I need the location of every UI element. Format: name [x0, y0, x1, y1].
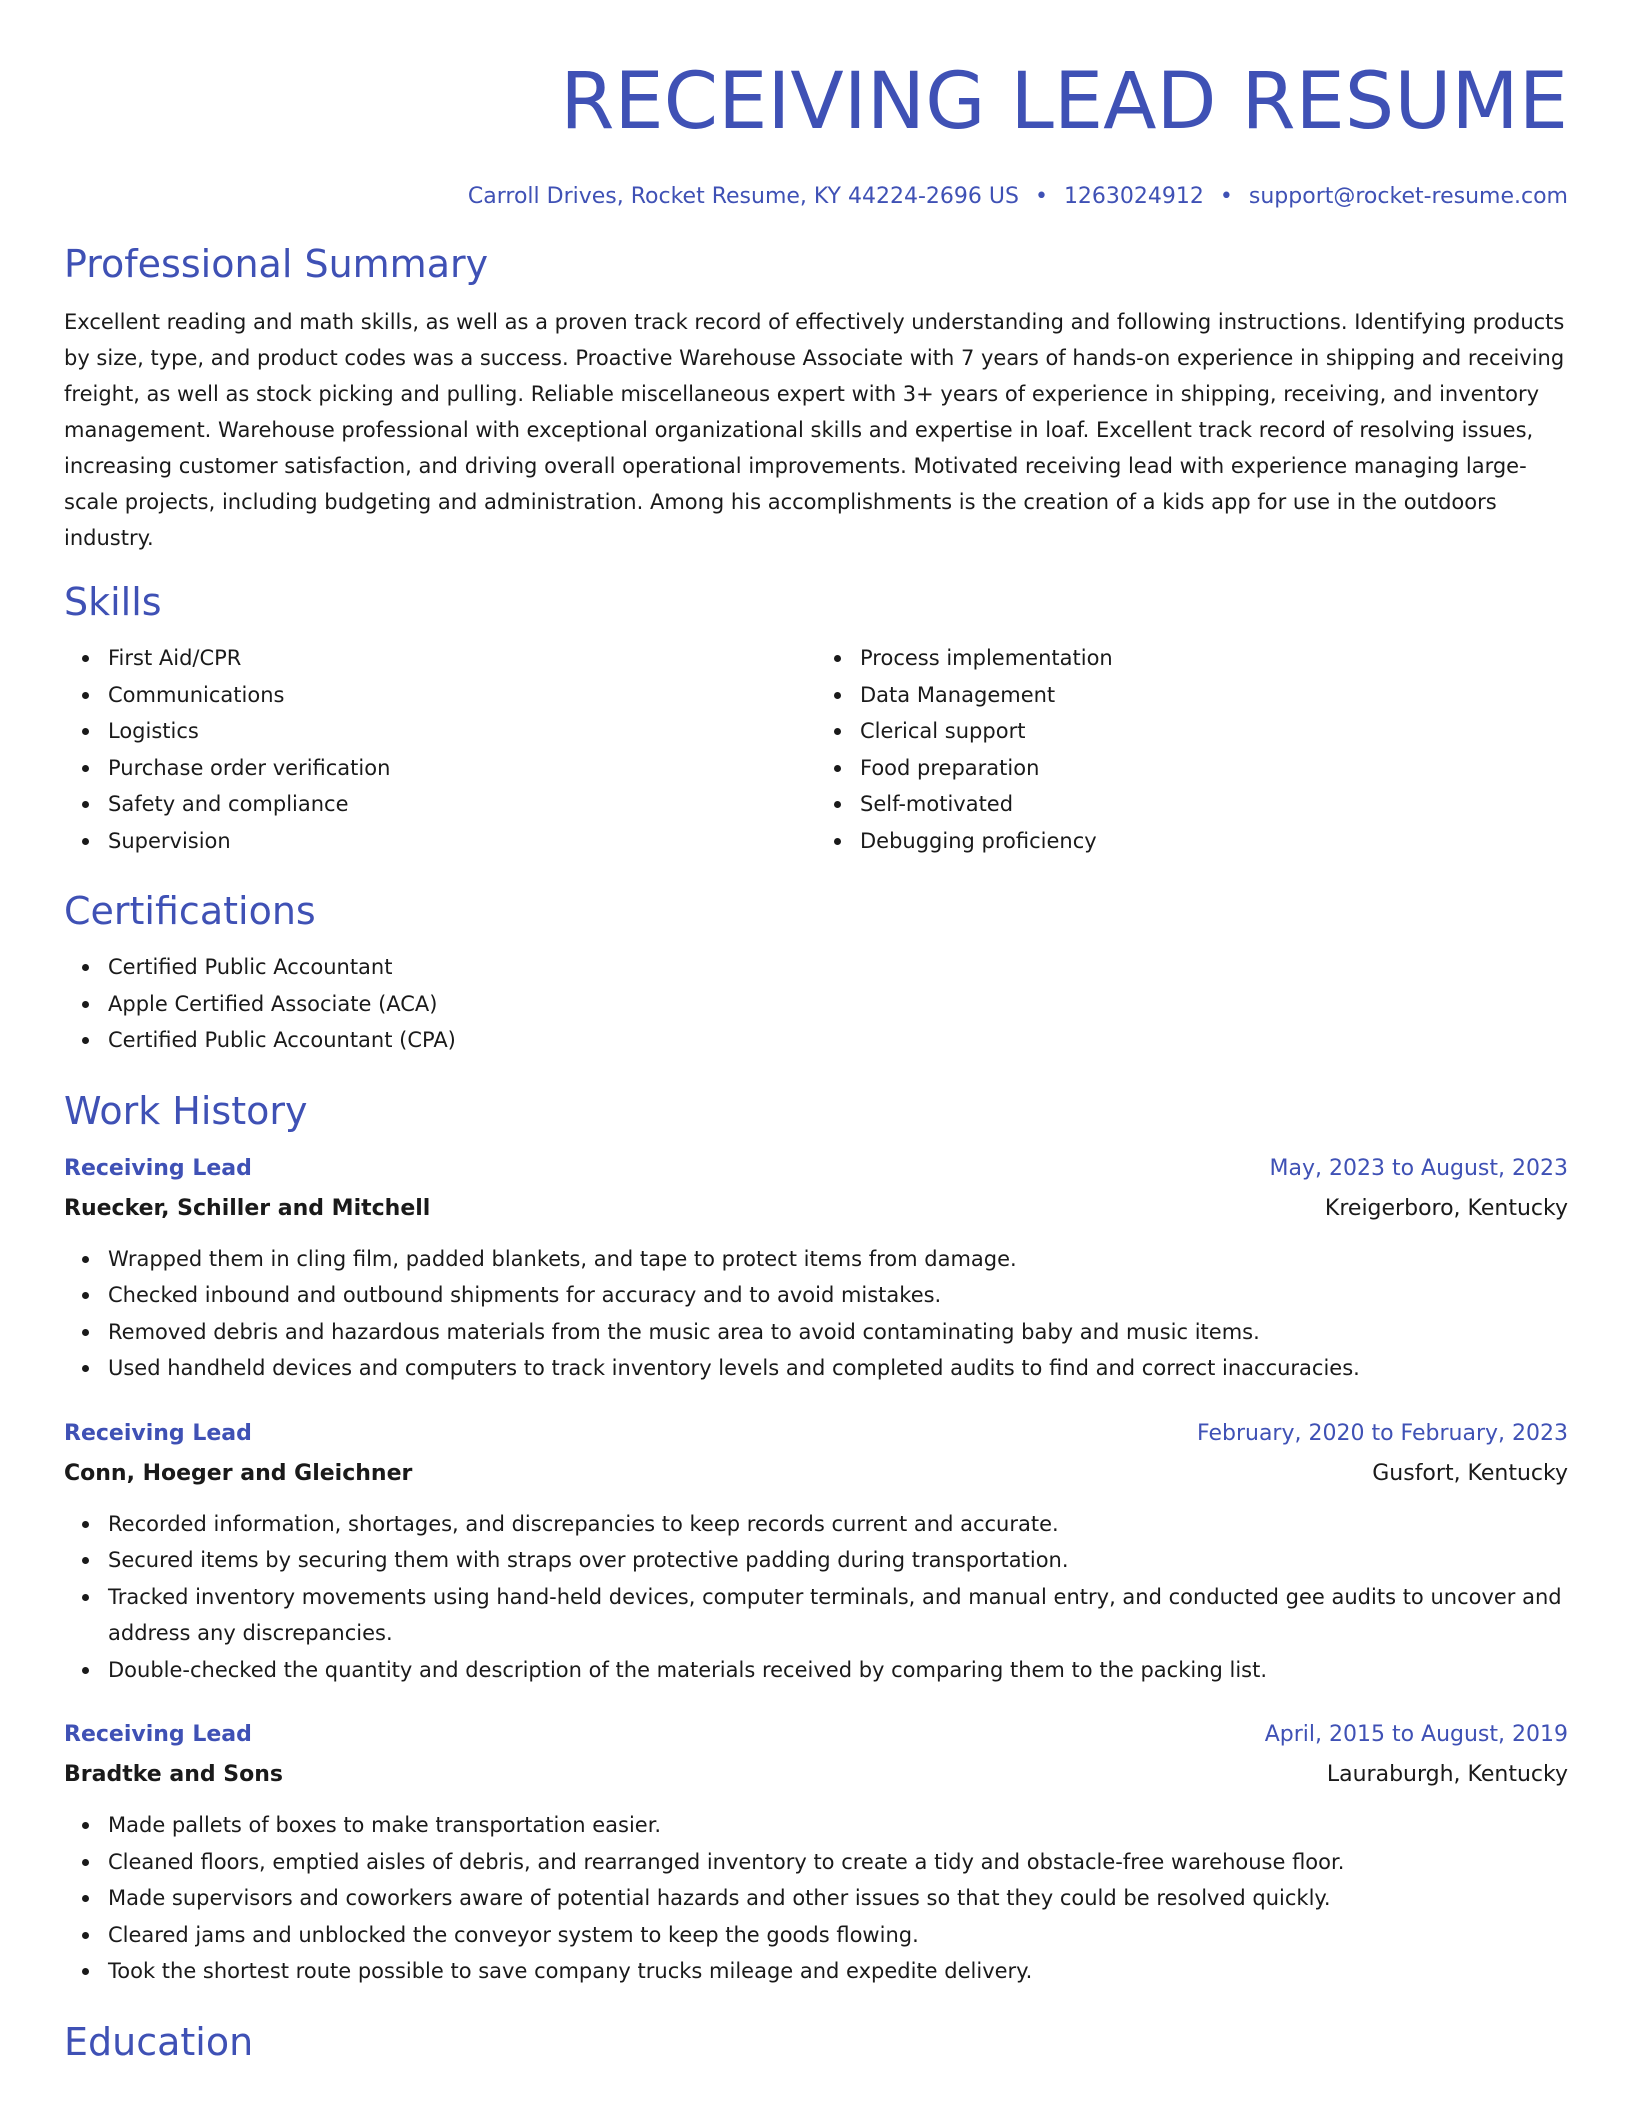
job-subheader: [64, 1755, 1568, 1795]
work-history-heading: Work History: [64, 1088, 308, 1133]
job-entry: [64, 1149, 1568, 1387]
job-bullets: [64, 1506, 1568, 1689]
resume-header: [64, 0, 1568, 212]
skill-item: Purchase order verification: [108, 750, 816, 787]
job-bullet: Removed debris and hazardous materials from the music area to avoid contaminating baby and music items.: [108, 1314, 1568, 1351]
certifications-list: [64, 949, 1568, 1059]
skill-item: Debugging proficiency: [860, 823, 1568, 860]
job-company: Conn, Hoeger and Gleichner: [64, 1460, 413, 1486]
job-bullet: Cleaned floors, emptied aisles of debris, and rearranged inventory to create a tidy and obstacle-free warehouse floor.: [108, 1844, 1568, 1881]
job-bullet: Recorded information, shortages, and discrepancies to keep records current and accurate.: [108, 1506, 1568, 1543]
job-bullet: Tracked inventory movements using hand-held devices, computer terminals, and manual entry, and conducted gee audits to uncover and address any discrepancies.: [108, 1579, 1568, 1652]
job-company: Ruecker, Schiller and Mitchell: [64, 1195, 431, 1221]
job-bullet: Used handheld devices and computers to track inventory levels and completed audits to find and correct inaccuracies.: [108, 1350, 1568, 1387]
skill-item: Process implementation: [860, 640, 1568, 677]
certification-item: Certified Public Accountant (CPA): [108, 1022, 1568, 1059]
job-company: Bradtke and Sons: [64, 1762, 283, 1787]
job-bullets: [64, 1807, 1568, 1990]
skills-list-left: [64, 640, 816, 859]
job-location: Gusfort, Kentucky: [1372, 1460, 1568, 1486]
resume-page: [64, 0, 1568, 2066]
resume-title: RECEIVING LEAD RESUME: [560, 57, 1568, 147]
skill-item: Supervision: [108, 823, 816, 860]
job-bullet: Checked inbound and outbound shipments for accuracy and to avoid mistakes.: [108, 1277, 1568, 1314]
skills-list-right: [816, 640, 1568, 859]
skill-item: Self-motivated: [860, 786, 1568, 823]
job-role: Receiving Lead: [64, 1420, 252, 1446]
contact-phone: 1263024912: [1063, 184, 1204, 209]
skill-item: Data Management: [860, 677, 1568, 714]
job-dates: April, 2015 to August, 2019: [1264, 1722, 1568, 1747]
contact-separator: •: [1219, 184, 1233, 209]
contact-separator: •: [1034, 184, 1048, 209]
education-heading: Education: [64, 2019, 254, 2064]
job-bullet: Took the shortest route possible to save company trucks mileage and expedite delivery.: [108, 1953, 1568, 1990]
skills-columns: [64, 640, 1568, 859]
job-bullet: Secured items by securing them with straps over protective padding during transportation.: [108, 1542, 1568, 1579]
skill-item: Food preparation: [860, 750, 1568, 787]
job-bullet: Cleared jams and unblocked the conveyor system to keep the goods flowing.: [108, 1917, 1568, 1954]
job-entry: [64, 1414, 1568, 1689]
job-header: [64, 1149, 1568, 1189]
job-bullet: Made supervisors and coworkers aware of potential hazards and other issues so that they could be resolved quickly.: [108, 1880, 1568, 1917]
skill-item: Safety and compliance: [108, 786, 816, 823]
skill-item: Clerical support: [860, 713, 1568, 750]
certifications-heading: Certifications: [64, 889, 316, 933]
certification-item: Certified Public Accountant: [108, 949, 1568, 986]
certification-item: Apple Certified Associate (ACA): [108, 986, 1568, 1023]
job-bullet: Made pallets of boxes to make transportation easier.: [108, 1807, 1568, 1844]
job-bullets: [64, 1241, 1568, 1387]
job-role: Receiving Lead: [64, 1722, 252, 1747]
skill-item: Logistics: [108, 713, 816, 750]
contact-address: Carroll Drives, Rocket Resume, KY 44224-2696 US: [467, 184, 1019, 209]
job-location: Lauraburgh, Kentucky: [1326, 1762, 1568, 1787]
job-location: Kreigerboro, Kentucky: [1324, 1195, 1568, 1221]
contact-email[interactable]: support@rocket-resume.com: [1248, 184, 1568, 209]
job-dates: February, 2020 to February, 2023: [1197, 1420, 1568, 1446]
job-dates: May, 2023 to August, 2023: [1269, 1155, 1568, 1181]
summary-text: Excellent reading and math skills, as well as a proven track record of effectively understanding and following instructions. Identifying products by size, type, and product codes was a success. Proactive Warehouse Associate with 7 years of hands-on experience in shipping and receiving freight, as well as stock picking and pulling. Reliable miscellaneous expert with 3+ years of experience in shipping, receiving, and inventory management. Warehouse professional with exceptional organizational skills and expertise in loaf. Excellent track record of resolving issues, increasing customer satisfaction, and driving overall operational improvements. Motivated receiving lead with experience managing large-scale projects, including budgeting and administration. Among his accomplishments is the creation of a kids app for use in the outdoors industry.: [64, 310, 1565, 550]
job-subheader: [64, 1189, 1568, 1229]
job-bullet: Wrapped them in cling film, padded blankets, and tape to protect items from damage.: [108, 1241, 1568, 1278]
skill-item: First Aid/CPR: [108, 640, 816, 677]
job-role: Receiving Lead: [64, 1155, 252, 1181]
job-header: [64, 1715, 1568, 1755]
job-header: [64, 1414, 1568, 1454]
contact-line: [64, 182, 1568, 212]
summary-heading: Professional Summary: [64, 242, 489, 286]
job-entry: [64, 1715, 1568, 1990]
job-bullet: Double-checked the quantity and description of the materials received by comparing them to the packing list.: [108, 1652, 1568, 1689]
skill-item: Communications: [108, 677, 816, 714]
job-subheader: [64, 1454, 1568, 1494]
skills-heading: Skills: [64, 580, 162, 624]
